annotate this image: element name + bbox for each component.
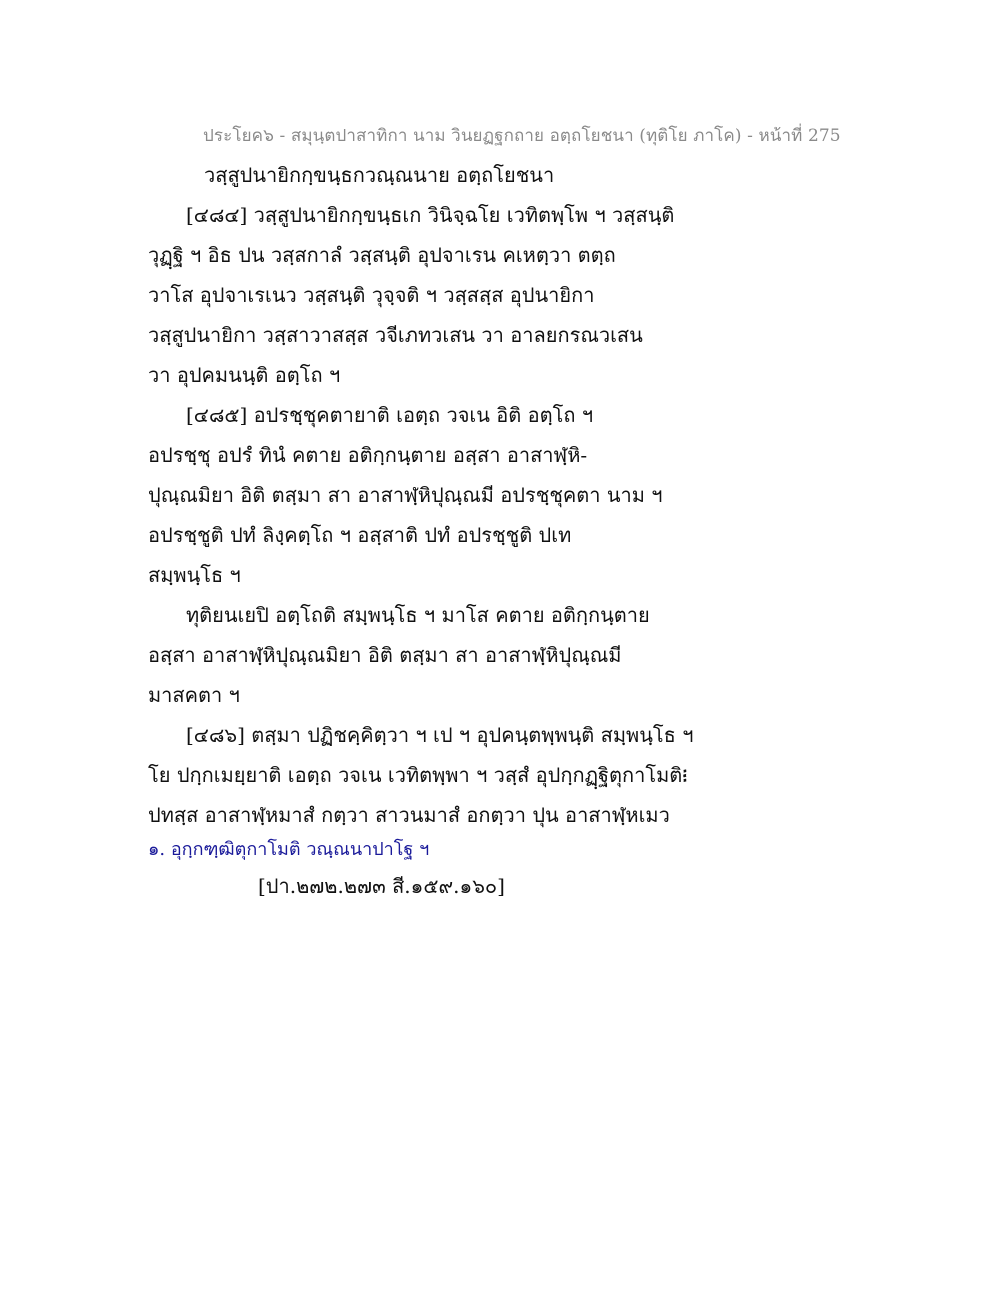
page-reference: [ปา.๒๗๒.๒๗๓ สี.๑๕๙.๑๖๐] (258, 874, 505, 898)
paragraph-line: ปุณฺณมิยา อิติ ตสฺมา สา อาสาฬฺหิปุณฺณมี อปรชฺชุคตา นาม ฯ (148, 483, 663, 507)
paragraph-line: ทุติยนเยปิ อตฺโถติ สมฺพนฺโธ ฯ มาโส คตาย อติกฺกนฺตาย (186, 603, 650, 627)
paragraph-line: อปรชฺชูติ ปทํ ลิงฺคตฺโถ ฯ อสฺสาติ ปทํ อปรชฺชูติ ปเท (148, 523, 572, 547)
running-header: ประโยค๖ - สมุนฺตปาสาทิกา นาม วินยฏฐกถาย อตฺถโยชนา (ทุติโย ภาโค) - หน้าที่ 275 (203, 126, 841, 146)
paragraph-line: ปทสฺส อาสาฬฺหมาสํ กตฺวา สาวนมาสํ อกตฺวา ปุน อาสาฬฺหเมว (148, 803, 670, 827)
paragraph-line: วสฺสูปนายิกา วสฺสาวาสสฺส วจีเภทวเสน วา อาลยกรณวเสน (148, 323, 643, 347)
paragraph-line: วุฏฺฐิ ฯ อิธ ปน วสฺสกาลํ วสฺสนฺติ อุปจาเรน คเหตฺวา ตตฺถ (148, 243, 616, 267)
body-text (148, 155, 868, 835)
paragraph-line: [๔๘๕] อปรชฺชุคตายาติ เอตฺถ วจเน อิติ อตฺโถ ฯ (186, 403, 594, 427)
paragraph-line: วาโส อุปจาเรเนว วสฺสนฺติ วุจฺจติ ฯ วสฺสสฺส อุปนายิกา (148, 283, 595, 307)
paragraph-line: มาสคตา ฯ (148, 683, 240, 707)
section-heading: วสฺสูปนายิกกฺขนฺธกวณฺณนาย อตฺถโยชนา (204, 163, 555, 187)
paragraph-line: วา อุปคมนนฺติ อตฺโถ ฯ (148, 363, 341, 387)
paragraph-line: โย ปกฺกเมยฺยาติ เอตฺถ วจเน เวทิตพฺพา ฯ วสฺสํ อุปกฺกฏฺฐิตุกาโมติ᎒ (148, 763, 687, 787)
paragraph-line: สมฺพนฺโธ ฯ (148, 563, 241, 587)
paragraph-line: อสฺสา อาสาฬฺหิปุณฺณมิยา อิติ ตสฺมา สา อาสาฬฺหิปุณฺณมี (148, 643, 622, 667)
footnote: ๑. อุกฺกฑฺฒิตุกาโมติ วณฺณนาปาโฐ ฯ (148, 839, 430, 860)
paragraph-line: อปรชฺชุ อปรํ ทินํ คตาย อติกฺกนฺตาย อสฺสา อาสาฬฺหิ- (148, 443, 588, 467)
paragraph-line: [๔๘๔] วสฺสูปนายิกกฺขนฺธเก วินิจฺฉโย เวทิตพฺโพ ฯ วสฺสนฺติ (186, 203, 675, 227)
paragraph-line: [๔๘๖] ตสฺมา ปฏิชคฺคิตฺวา ฯ เป ฯ อุปคนฺตพฺพนฺติ สมฺพนฺโธ ฯ (186, 723, 694, 747)
